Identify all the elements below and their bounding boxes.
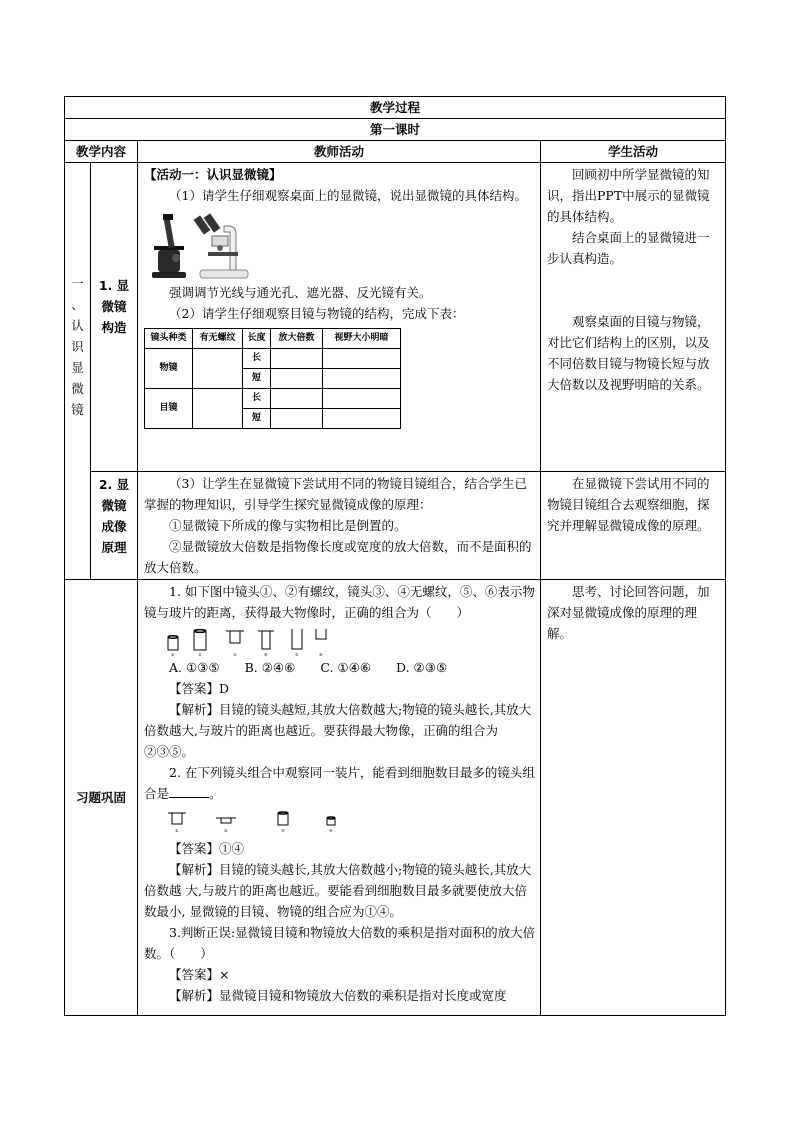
lesson-page (64, 96, 725, 1016)
svg-text:②: ② (198, 652, 202, 657)
activity1-title: 【活动一：认识显微镜】 (144, 167, 282, 182)
lesson-title: 第一课时 (65, 119, 726, 141)
teaching-process-table (64, 96, 726, 1016)
table-title: 教学过程 (65, 97, 726, 119)
question-3-analysis: 【解析】显微镜目镜和物镜放大倍数的乘积是指对长度或宽度 (169, 988, 507, 1003)
lens-row-eyepiece: 目镜 (145, 389, 193, 429)
svg-text:③: ③ (233, 652, 237, 657)
svg-text:④: ④ (264, 652, 268, 657)
question-1: 1. 如下图中镜头①、②有螺纹，镜头③、④无螺纹，⑤、⑥表示物镜与玻片的距离，获得最大物像时，正确的组合为（ ） (144, 584, 535, 620)
question-1-answer: 【答案】D (169, 681, 230, 696)
answer-blank (169, 785, 209, 798)
student-activity-2: 在显微镜下尝试用不同的物镜目镜组合去观察细胞，探究并理解显微镜成像的原理。 (541, 472, 726, 580)
teacher-activity-2: （3）让学生在显微镜下尝试用不同的物镜目镜组合，结合学生已掌握的物理知识，引导学生探究显微镜成像的原理： ①显微镜下所成的像与实物相比是倒置的。 ②显微镜放大倍数是指物像长度或宽度的放大倍数，而不是面积的放大倍数。 (138, 472, 541, 580)
svg-text:④: ④ (329, 828, 333, 833)
svg-text:⑥: ⑥ (319, 652, 323, 657)
svg-text:①: ① (175, 828, 179, 833)
teacher-exercises (138, 580, 541, 1016)
lens-table: 镜头种类 有无螺纹 长度 放大倍数 视野大小明暗 物镜 长 短 目镜 长 短 (144, 328, 401, 429)
svg-text:③: ③ (281, 828, 285, 833)
section2-label: 习题巩固 (65, 580, 138, 1016)
question-2-analysis: 【解析】目镜的镜头越长,其放大倍数越小;物镜的镜头越长,其放大倍数越 大,与玻片的距离也越近。要能看到细胞数目最多就要使放大倍数最小, 显微镜的目镜、物镜的组合应为①④。 (144, 862, 532, 919)
microscope-icon (146, 212, 256, 280)
svg-text:⑤: ⑤ (295, 652, 299, 657)
student-activity-1: 回顾初中所学显微镜的知识，指出PPT中展示的显微镜的具体结构。 结合桌面上的显微镜进一步认真构造。 观察桌面的目镜与物镜，对比它们结构上的区别，以及不同倍数目镜与物镜长短与放大倍数以及视野明暗的关系。 (541, 163, 726, 472)
question-1-analysis: 【解析】目镜的镜头越短,其放大倍数越大;物镜的镜头越长,其放大倍数越大,与玻片的距离也越近。要获得最大物像，正确的组合为②③⑤。 (144, 702, 532, 759)
teacher-activity-1: 【活动一：认识显微镜】 （1）请学生仔细观察桌面上的显微镜，说出显微镜的具体结构。 强调调节光线与通光孔、遮光器、反光镜有关。 （2）请学生仔细观察目镜与物镜的结构，完成下表： 镜头种类 有无螺纹 长度 放大倍数 视野大小明暗 物镜 长 短 目镜 长 短 (138, 163, 541, 472)
lens-figure-1 (166, 627, 536, 657)
lens-diagram-icon (166, 627, 336, 657)
sub1-label: 1. 显 微镜 构造 (91, 163, 138, 472)
question-2-answer: 【答案】①④ (169, 841, 245, 856)
sub2-label: 2. 显 微镜 成像 原理 (91, 472, 138, 580)
question-2: 2. 在下列镜头组合中观察同一装片，能看到细胞数目最多的镜头组合是 。 (144, 765, 535, 801)
question-3-answer: 【答案】× (169, 967, 230, 982)
header-content: 教学内容 (65, 141, 138, 163)
student-exercises: 思考、讨论回答问题，加深对显微镜成像的原理的理解。 (541, 580, 726, 1016)
lens-diagram-2-icon (166, 810, 356, 834)
microscope-images (146, 212, 536, 280)
header-student: 学生活动 (541, 141, 726, 163)
svg-text:②: ② (224, 828, 228, 833)
question-1-options: A. ①③⑤ B. ②④⑥ C. ①④⑥ D. ②③⑤ (169, 660, 448, 675)
section1-label: 一 、 认 识 显 微 镜 (65, 163, 91, 580)
lens-row-objective: 物镜 (145, 349, 193, 389)
question-3: 3.判断正误:显微镜目镜和物镜放大倍数的乘积是指对面积的放大倍数。（ ） (144, 925, 536, 961)
svg-text:①: ① (171, 652, 175, 657)
lens-figure-2 (166, 810, 536, 834)
header-teacher: 教师活动 (138, 141, 541, 163)
